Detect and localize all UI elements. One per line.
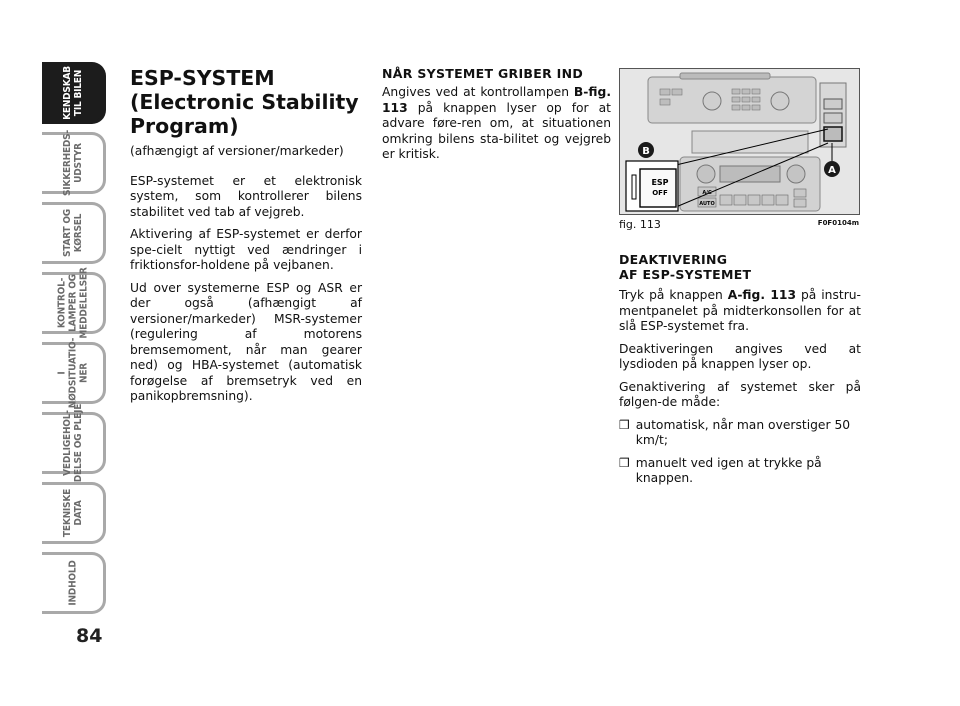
svg-text:ESP: ESP [651,178,669,187]
tab-nodsituationer[interactable]: I NØDSITUATIO- NER [42,342,106,404]
tab-vedligeholdelse[interactable]: VEDLIGEHOL- DELSE OG PLEJE [42,412,106,474]
list-item: ❒ manuelt ved igen at trykke på knappen. [619,455,822,485]
figure-reference[interactable]: A-fig. 113 [727,288,797,302]
tab-kendskab[interactable]: KENDSKAB TIL BILEN [42,62,106,124]
figure-reference[interactable]: B-fig. 113 [382,85,611,115]
figure-code: F0F0104m [817,219,859,227]
tab-sikkerhedsudstyr[interactable]: SIKKERHEDS- UDSTYR [42,132,106,194]
column-deactivation [619,252,861,494]
section-title: ESP-SYSTEM (Electronic Stability Program) [130,66,359,138]
page-number: 84 [76,625,103,647]
list-item: ❒ automatisk, når man overstiger 50 km/t; [619,417,851,447]
paragraph: Deaktiveringen angives ved at lysdioden på knappen lyser op. [619,341,861,371]
paragraph: Aktivering af ESP-systemet er derfor spe-cielt nyttigt ved ændringer i friktionsfor-holdene på vejbanen. [130,227,362,272]
svg-text:A/C: A/C [702,190,712,196]
svg-text:B: B [642,146,650,157]
figure-113-dashboard [619,68,860,215]
paragraph: Genaktivering af systemet sker på følgen-de måde: [619,379,861,409]
column-system-intervenes [382,66,611,170]
section-heading: NÅR SYSTEMET GRIBER IND [382,66,584,81]
svg-text:AUTO: AUTO [699,201,715,207]
column-esp-intro [130,66,362,412]
paragraph: Angives ved at kontrollampen B-fig. 113 på knappen lyser op for at advare føre-ren om, at situationen omkring bilens sta-bilitet og vejgreb er kritisk. [382,85,611,161]
checkbox-bullet-icon: ❒ [619,417,630,432]
figure-caption: fig. 113 F0F0104m [619,218,859,231]
paragraph: ESP-systemet er et elektronisk system, som kontrollerer bilens stabilitet ved tab af vejgreb. [130,173,362,219]
section-heading: DEAKTIVERING AF ESP-SYSTEMET [619,252,752,282]
paragraph: Tryk på knappen A-fig. 113 på instru-mentpanelet på midterkonsollen for at slå ESP-systemet fra. [619,288,861,333]
tab-indhold[interactable]: INDHOLD [42,552,106,614]
svg-text:A: A [828,165,836,176]
center-console-illustration [620,69,860,215]
subtitle-note: (afhængigt af versioner/markeder) [130,144,344,158]
svg-text:OFF: OFF [652,189,668,197]
paragraph: Ud over systemerne ESP og ASR er der også (afhængigt af versioner/markeder) MSR-systemer (regulering af motorens bremsemoment, når man gearer ned) og HBA-systemet (automatisk forøgelse af bremsetryk ved en panikopbremsning). [130,280,362,403]
tab-tekniske-data[interactable]: TEKNISKE DATA [42,482,106,544]
tab-kontrollamper[interactable]: KONTROL- LAMPER OG MEDDELELSER [42,272,106,334]
checkbox-bullet-icon: ❒ [619,455,630,470]
tab-start-og-korsel[interactable]: START OG KØRSEL [42,202,106,264]
